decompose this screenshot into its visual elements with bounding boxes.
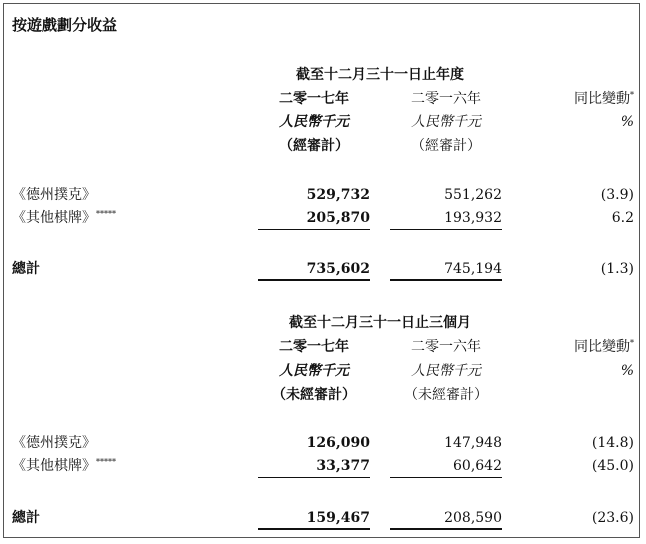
subtotal-rule [258, 229, 370, 230]
quarter-col1-unit: 人民幣千元 [279, 363, 349, 379]
quarter-row-change: (14.8) [591, 435, 634, 451]
quarter-row-label [12, 457, 116, 475]
quarter-total-2016: 208,590 [444, 510, 502, 526]
footnote-mark: ***** [96, 457, 116, 467]
quarter-change-footnote: * [630, 338, 634, 348]
quarter-row-label [12, 434, 96, 452]
quarter-total-2017: 159,467 [306, 510, 370, 526]
year-row-change: 6.2 [611, 210, 634, 226]
year-row-change: (3.9) [600, 187, 634, 203]
year-row-value-2017: 529,732 [306, 187, 370, 203]
year-col3-unit: % [620, 114, 634, 130]
year-row-value-2017: 205,870 [306, 210, 370, 226]
footnote-mark: ***** [96, 209, 116, 219]
year-col1-unit: 人民幣千元 [279, 114, 349, 130]
subtotal-rule [258, 477, 370, 478]
year-total-change: (1.3) [600, 261, 634, 277]
quarter-row-value-2017: 126,090 [306, 435, 370, 451]
quarter-col3-header [540, 338, 634, 356]
year-col2-unit: 人民幣千元 [411, 114, 481, 130]
quarter-col3-unit: % [620, 363, 634, 379]
total-rule [258, 528, 370, 530]
year-period-header: 截至十二月三十一日止年度 [296, 67, 464, 83]
subtotal-rule [390, 477, 502, 478]
game-name: 《其他棋牌》 [12, 458, 96, 474]
game-name: 《德州撲克》 [12, 187, 96, 203]
game-name: 《其他棋牌》 [12, 210, 96, 226]
year-col2-audit: （經審計） [411, 138, 481, 154]
quarter-total-label: 總計 [12, 510, 40, 526]
game-name: 《德州撲克》 [12, 435, 96, 451]
total-rule [390, 528, 502, 530]
year-row-value-2016: 193,932 [444, 210, 502, 226]
year-col1-year: 二零一七年 [279, 91, 349, 107]
quarter-row-change: (45.0) [591, 458, 634, 474]
year-total-label: 總計 [12, 261, 40, 277]
quarter-total-change: (23.6) [591, 510, 634, 526]
year-change-label: 同比變動 [574, 91, 630, 107]
quarter-col1-audit: （未經審計） [272, 387, 356, 403]
year-col3-header [540, 90, 634, 108]
quarter-col2-audit: （未經審計） [404, 387, 488, 403]
quarter-row-value-2016: 147,948 [444, 435, 502, 451]
total-rule [258, 279, 370, 281]
total-rule [390, 279, 502, 281]
quarter-row-value-2016: 60,642 [453, 458, 502, 474]
year-col2-year: 二零一六年 [411, 91, 481, 107]
year-total-2017: 735,602 [306, 261, 370, 277]
year-total-2016: 745,194 [444, 261, 502, 277]
table-title: 按遊戲劃分收益 [12, 16, 118, 34]
quarter-col2-unit: 人民幣千元 [411, 363, 481, 379]
subtotal-rule [390, 229, 502, 230]
quarter-col1-year: 二零一七年 [279, 339, 349, 355]
year-col1-audit: （經審計） [279, 138, 349, 154]
quarter-row-value-2017: 33,377 [316, 458, 370, 474]
quarter-change-label: 同比變動 [574, 339, 630, 355]
year-change-footnote: * [630, 90, 634, 100]
year-row-value-2016: 551,262 [444, 187, 502, 203]
quarter-col2-year: 二零一六年 [411, 339, 481, 355]
year-row-label [12, 186, 96, 204]
year-row-label [12, 209, 116, 227]
quarter-period-header: 截至十二月三十一日止三個月 [289, 315, 471, 331]
